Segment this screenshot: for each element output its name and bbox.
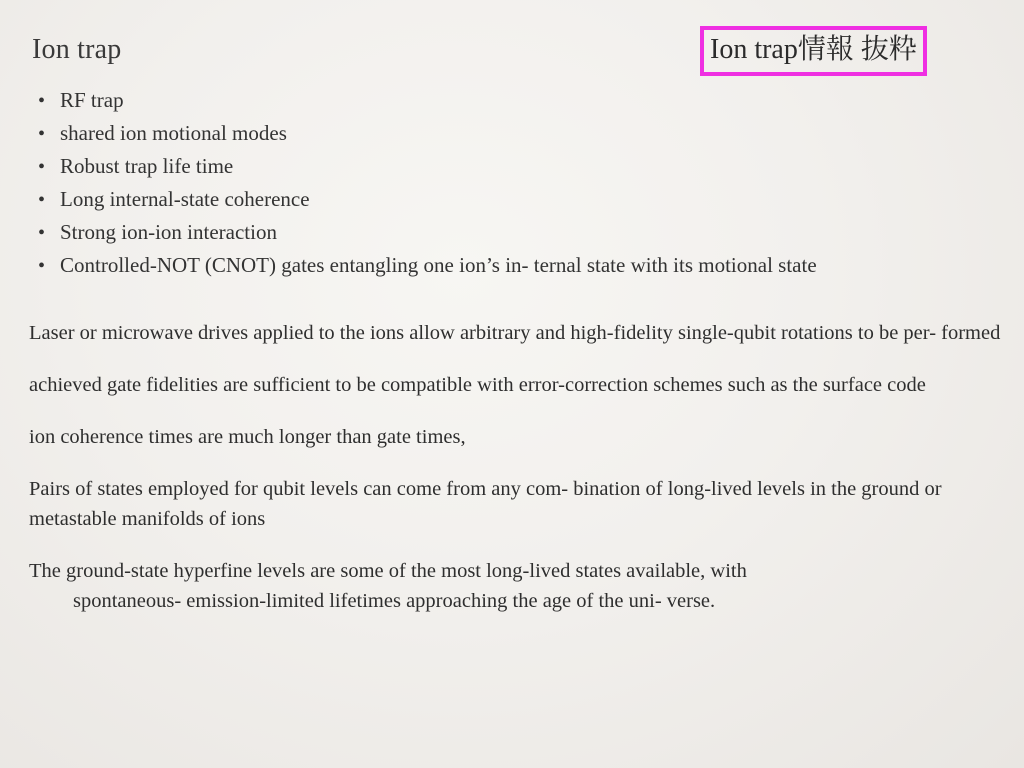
paragraph-final-line1: The ground-state hyperfine levels are some of the most long-lived states available, with (29, 560, 747, 582)
list-item (38, 216, 1018, 249)
list-item (38, 150, 1018, 183)
body-text (29, 318, 1019, 638)
list-item-label: Strong ion-ion interaction (60, 220, 277, 244)
list-item-label: Long internal-state coherence (60, 187, 310, 211)
bullet-dot-icon: • (38, 90, 46, 112)
paragraph-final-line2: spontaneous- emission-limited lifetimes approaching the age of the uni- verse. (73, 590, 716, 612)
highlighted-title-text: Ion trap情報 抜粋 (710, 34, 917, 65)
highlighted-title-box (700, 26, 927, 76)
paragraph: Pairs of states employed for qubit levels can come from any com- bination of long-lived levels in the ground or metastable manifolds of ions (29, 478, 942, 530)
bullet-dot-icon: • (38, 189, 46, 211)
list-item (38, 84, 1018, 117)
paragraph: ion coherence times are much longer than gate times, (29, 426, 466, 448)
paragraph-final (29, 556, 1019, 616)
list-item (38, 249, 1018, 282)
list-item-label: Robust trap life time (60, 154, 234, 178)
list-item-label: shared ion motional modes (60, 121, 287, 145)
paragraph: Laser or microwave drives applied to the ions allow arbitrary and high-fidelity single-qubit rotations to be per- formed (29, 322, 1001, 344)
list-item (38, 183, 1018, 216)
paragraph: achieved gate fidelities are sufficient to be compatible with error-correction schemes such as the surface code (29, 374, 926, 396)
bullet-dot-icon: • (38, 222, 46, 244)
bullet-dot-icon: • (38, 123, 46, 145)
list-item-label: Controlled-NOT (CNOT) gates entangling one ion’s in- ternal state with its motional state (60, 253, 817, 277)
bullet-dot-icon: • (38, 156, 46, 178)
bullet-list (38, 84, 1018, 282)
list-item (38, 117, 1018, 150)
bullet-dot-icon: • (38, 255, 46, 277)
page-title: Ion trap (32, 34, 122, 65)
list-item-label: RF trap (60, 88, 124, 112)
